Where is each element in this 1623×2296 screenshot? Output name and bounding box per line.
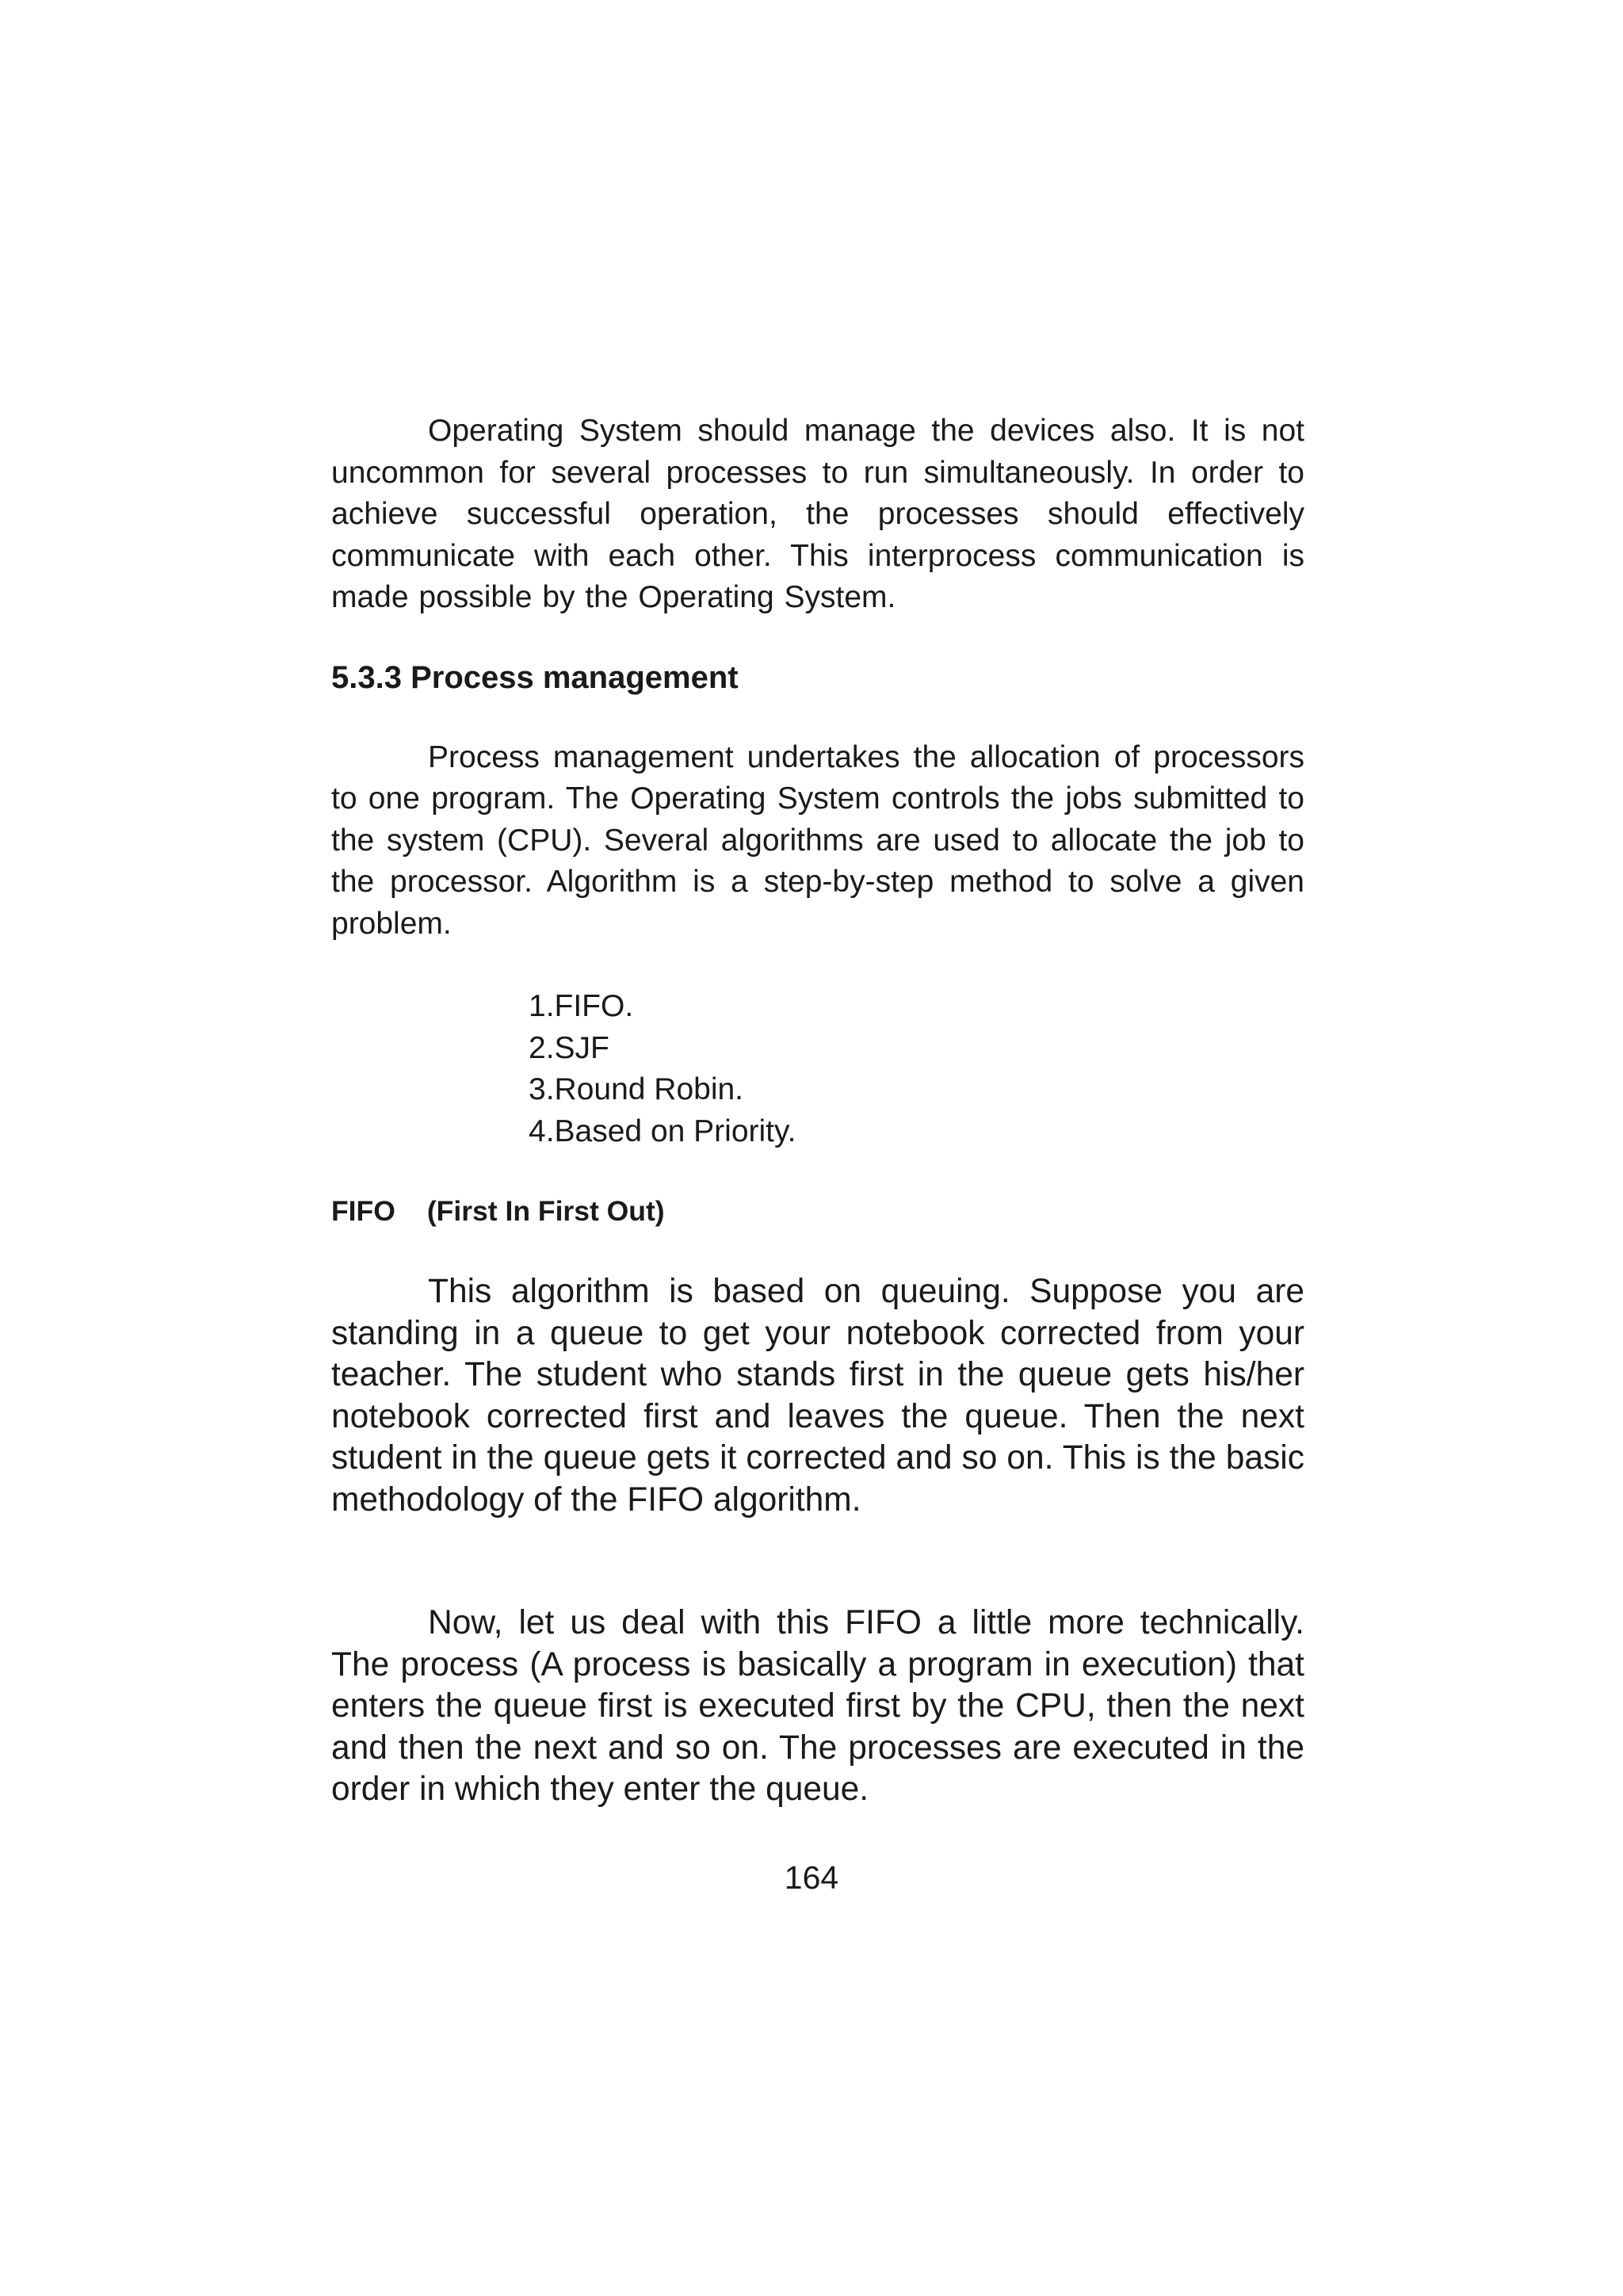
list-item: 4.Based on Priority. <box>529 1114 796 1148</box>
paragraph-fifo-technical: Now, let us deal with this FIFO a little more technically. The process (A process is basically a program in execution) that enters the queue first is executed first by the CPU, then the next and then the next and so on. The processes are executed in the order in which they enter the queue. <box>331 1604 1304 1808</box>
fifo-expansion: (First In First Out) <box>426 1195 665 1227</box>
section-heading: 5.3.3 Process management <box>331 659 739 695</box>
fifo-heading <box>331 1190 1304 1232</box>
fifo-term: FIFO <box>331 1195 395 1227</box>
paragraph-fifo-queue: This algorithm is based on queuing. Suppose you are standing in a queue to get your notebook corrected from your teacher. The student who stands first in the queue gets his/her notebook corrected first and leaves the queue. Then the next student in the queue gets it corrected and so on. This is the basic methodology of the FIFO algorithm. <box>331 1273 1304 1519</box>
list-item: 2.SJF <box>529 1030 609 1065</box>
list-item: 3.Round Robin. <box>529 1072 744 1106</box>
list-item: 1.FIFO. <box>529 989 634 1023</box>
page-content <box>331 411 1304 1811</box>
paragraph-devices: Operating System should manage the devices also. It is not uncommon for several processes to run simultaneously. In order to achieve successful operation, the processes should effectively communicate with each other. This interprocess communication is made possible by the Operating System. <box>331 414 1304 614</box>
page-number: 164 <box>784 1859 839 1896</box>
algorithm-list <box>529 986 1304 1152</box>
paragraph-process-management: Process management undertakes the allocation of processors to one program. The Operating System controls the jobs submitted to the system (CPU). Several algorithms are used to allocate the job to the processor. Algorithm is a step-by-step method to solve a given problem. <box>331 739 1304 941</box>
